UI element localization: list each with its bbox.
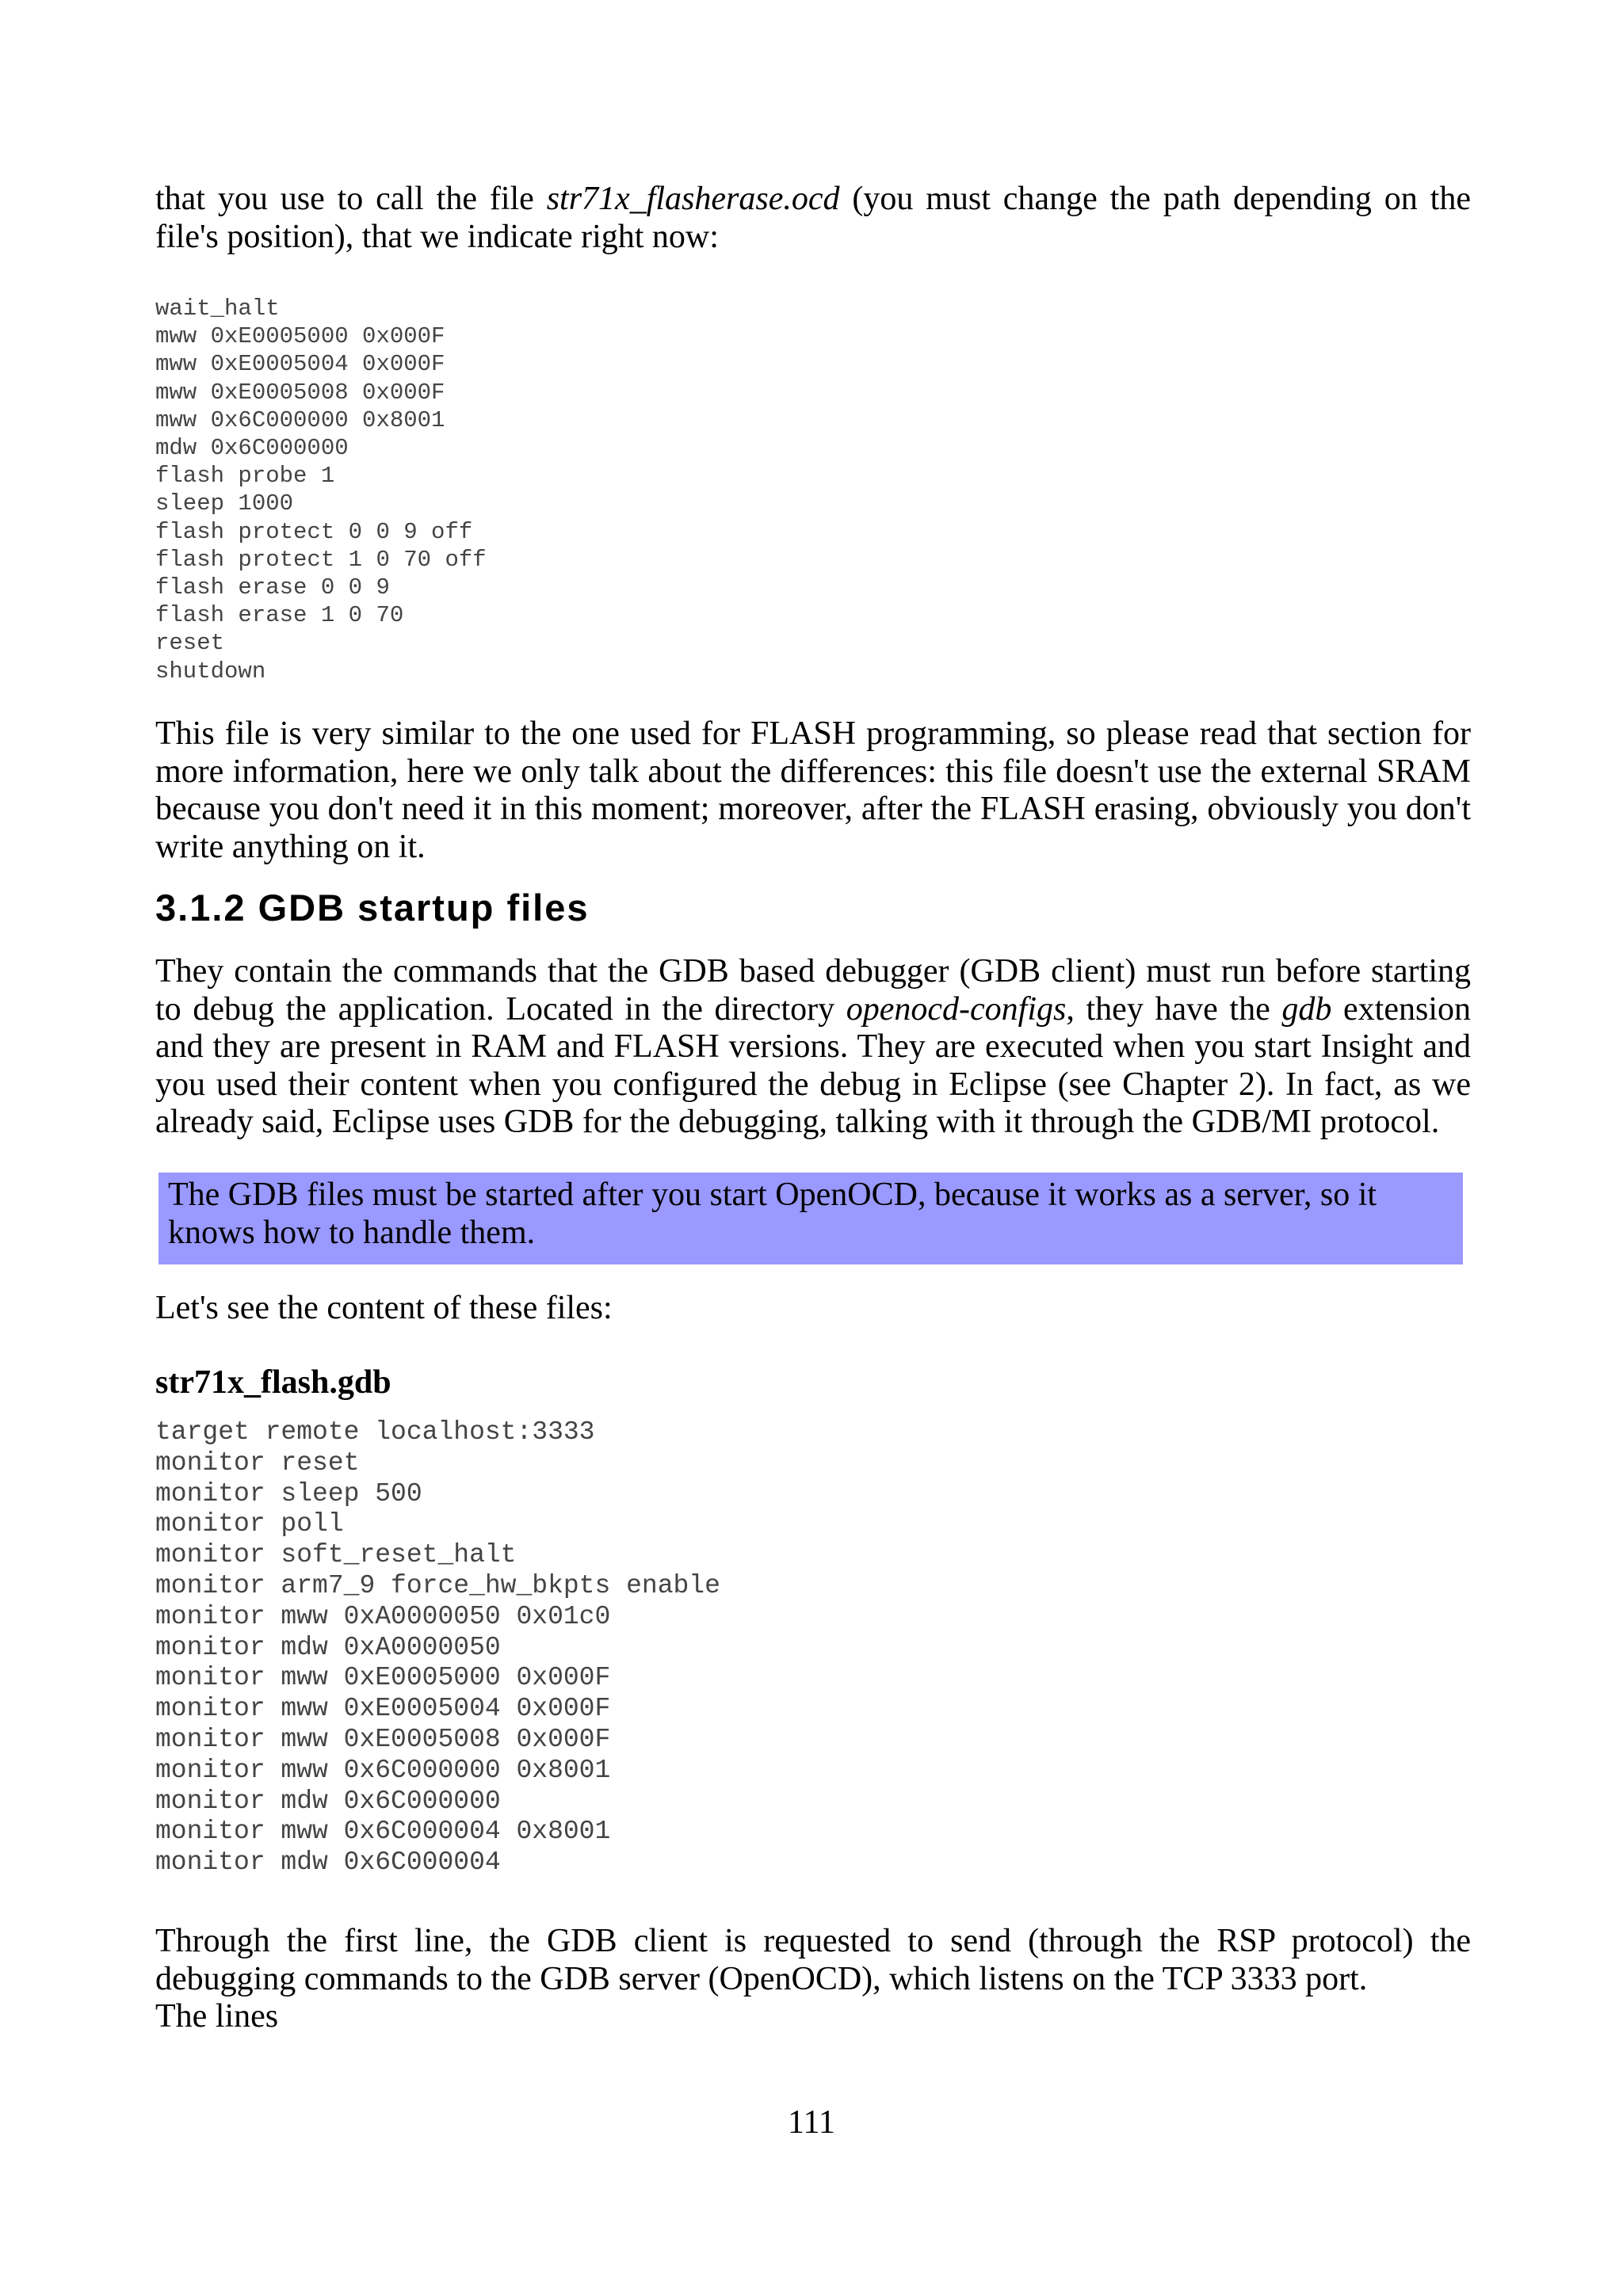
paragraph-first-line: Through the first line, the GDB client is requested to send (through the RSP protocol) the debugging commands to the GDB server (OpenOCD), which listens on the TCP 3333 port.	[155, 1923, 1471, 1997]
code-line: mww 0xE0005004 0x000F	[155, 351, 445, 378]
code-line: monitor reset	[155, 1447, 360, 1478]
code-line: monitor mww 0xA0000050 0x01c0	[155, 1601, 611, 1631]
code-line: mww 0x6C000000 0x8001	[155, 406, 445, 433]
code-line: flash erase 1 0 70	[155, 602, 404, 629]
paragraph-the-lines: The lines	[155, 1998, 279, 2035]
code-line: monitor soft_reset_halt	[155, 1540, 517, 1570]
paragraph-see-content: Let's see the content of these files:	[155, 1290, 613, 1326]
paragraph-flash-differences: This file is very similar to the one used for FLASH programming, so please read that section for more information, here we only talk about the differences: this file doesn't use the external SRAM because you don't need it in this moment; moreover, after the FLASH erasing, obviously you don't write anything on it.	[155, 715, 1471, 865]
code-line: monitor mww 0x6C000000 0x8001	[155, 1755, 611, 1785]
code-line: monitor mdw 0x6C000000	[155, 1786, 501, 1816]
code-line: flash protect 0 0 9 off	[155, 518, 473, 545]
code-line: monitor poll	[155, 1509, 344, 1539]
code-line: monitor mww 0x6C000004 0x8001	[155, 1817, 611, 1847]
code-line: monitor arm7_9 force_hw_bkpts enable	[155, 1570, 720, 1600]
code-line: mww 0xE0005008 0x000F	[155, 379, 445, 406]
code-line: monitor mww 0xE0005008 0x000F	[155, 1724, 611, 1754]
code-line: monitor mww 0xE0005004 0x000F	[155, 1694, 611, 1724]
code-line: monitor mww 0xE0005000 0x000F	[155, 1663, 611, 1693]
paragraph-gdb-text-1: They contain the commands that the GDB based debugger (GDB client) must run before starting to debug the application. Located in the directory	[155, 953, 1471, 1028]
file-heading: str71x_flash.gdb	[155, 1364, 391, 1401]
code-line: mww 0xE0005000 0x000F	[155, 323, 445, 350]
paragraph-gdb-startup	[155, 953, 1471, 1142]
intro-filename: str71x_flasherase.ocd	[546, 181, 840, 217]
paragraph-gdb-text-2: , they have the	[1066, 990, 1282, 1028]
code-line: flash probe 1	[155, 463, 335, 490]
code-line: sleep 1000	[155, 490, 294, 517]
directory-name: openocd-configs	[846, 990, 1067, 1028]
code-line: flash erase 0 0 9	[155, 574, 390, 601]
code-line: flash protect 1 0 70 off	[155, 546, 487, 573]
code-block-flash-gdb	[155, 1417, 720, 1878]
code-line: target remote localhost:3333	[155, 1417, 595, 1447]
code-line: monitor mdw 0xA0000050	[155, 1632, 501, 1662]
paragraph-gdb-text-3: extension and they are present in RAM and FLASH versions. They are executed when you start Insight and you used their content when you configured the debug in Eclipse (see Chapter 2). In fact, as we already said, Eclipse uses GDB for the debugging, talking with it through the GDB/MI protocol.	[155, 990, 1471, 1140]
intro-text-before: that you use to call the file	[155, 181, 547, 217]
code-line: monitor sleep 500	[155, 1478, 422, 1508]
code-line: shutdown	[155, 658, 266, 685]
section-heading: 3.1.2 GDB startup files	[155, 887, 590, 929]
code-line: wait_halt	[155, 296, 280, 322]
code-block-flasherase	[155, 295, 487, 685]
intro-text-after: (you must change the path depending on the file's position), that we indicate right now:	[155, 181, 1471, 255]
intro-paragraph	[155, 181, 1471, 256]
code-line: mdw 0x6C000000	[155, 435, 349, 462]
page-number: 111	[788, 2104, 835, 2141]
code-line: monitor mdw 0x6C000004	[155, 1848, 501, 1878]
note-box: The GDB files must be started after you start OpenOCD, because it works as a server, so it knows how to handle them.	[158, 1173, 1463, 1264]
extension-name: gdb	[1281, 990, 1332, 1028]
code-line: reset	[155, 630, 225, 657]
